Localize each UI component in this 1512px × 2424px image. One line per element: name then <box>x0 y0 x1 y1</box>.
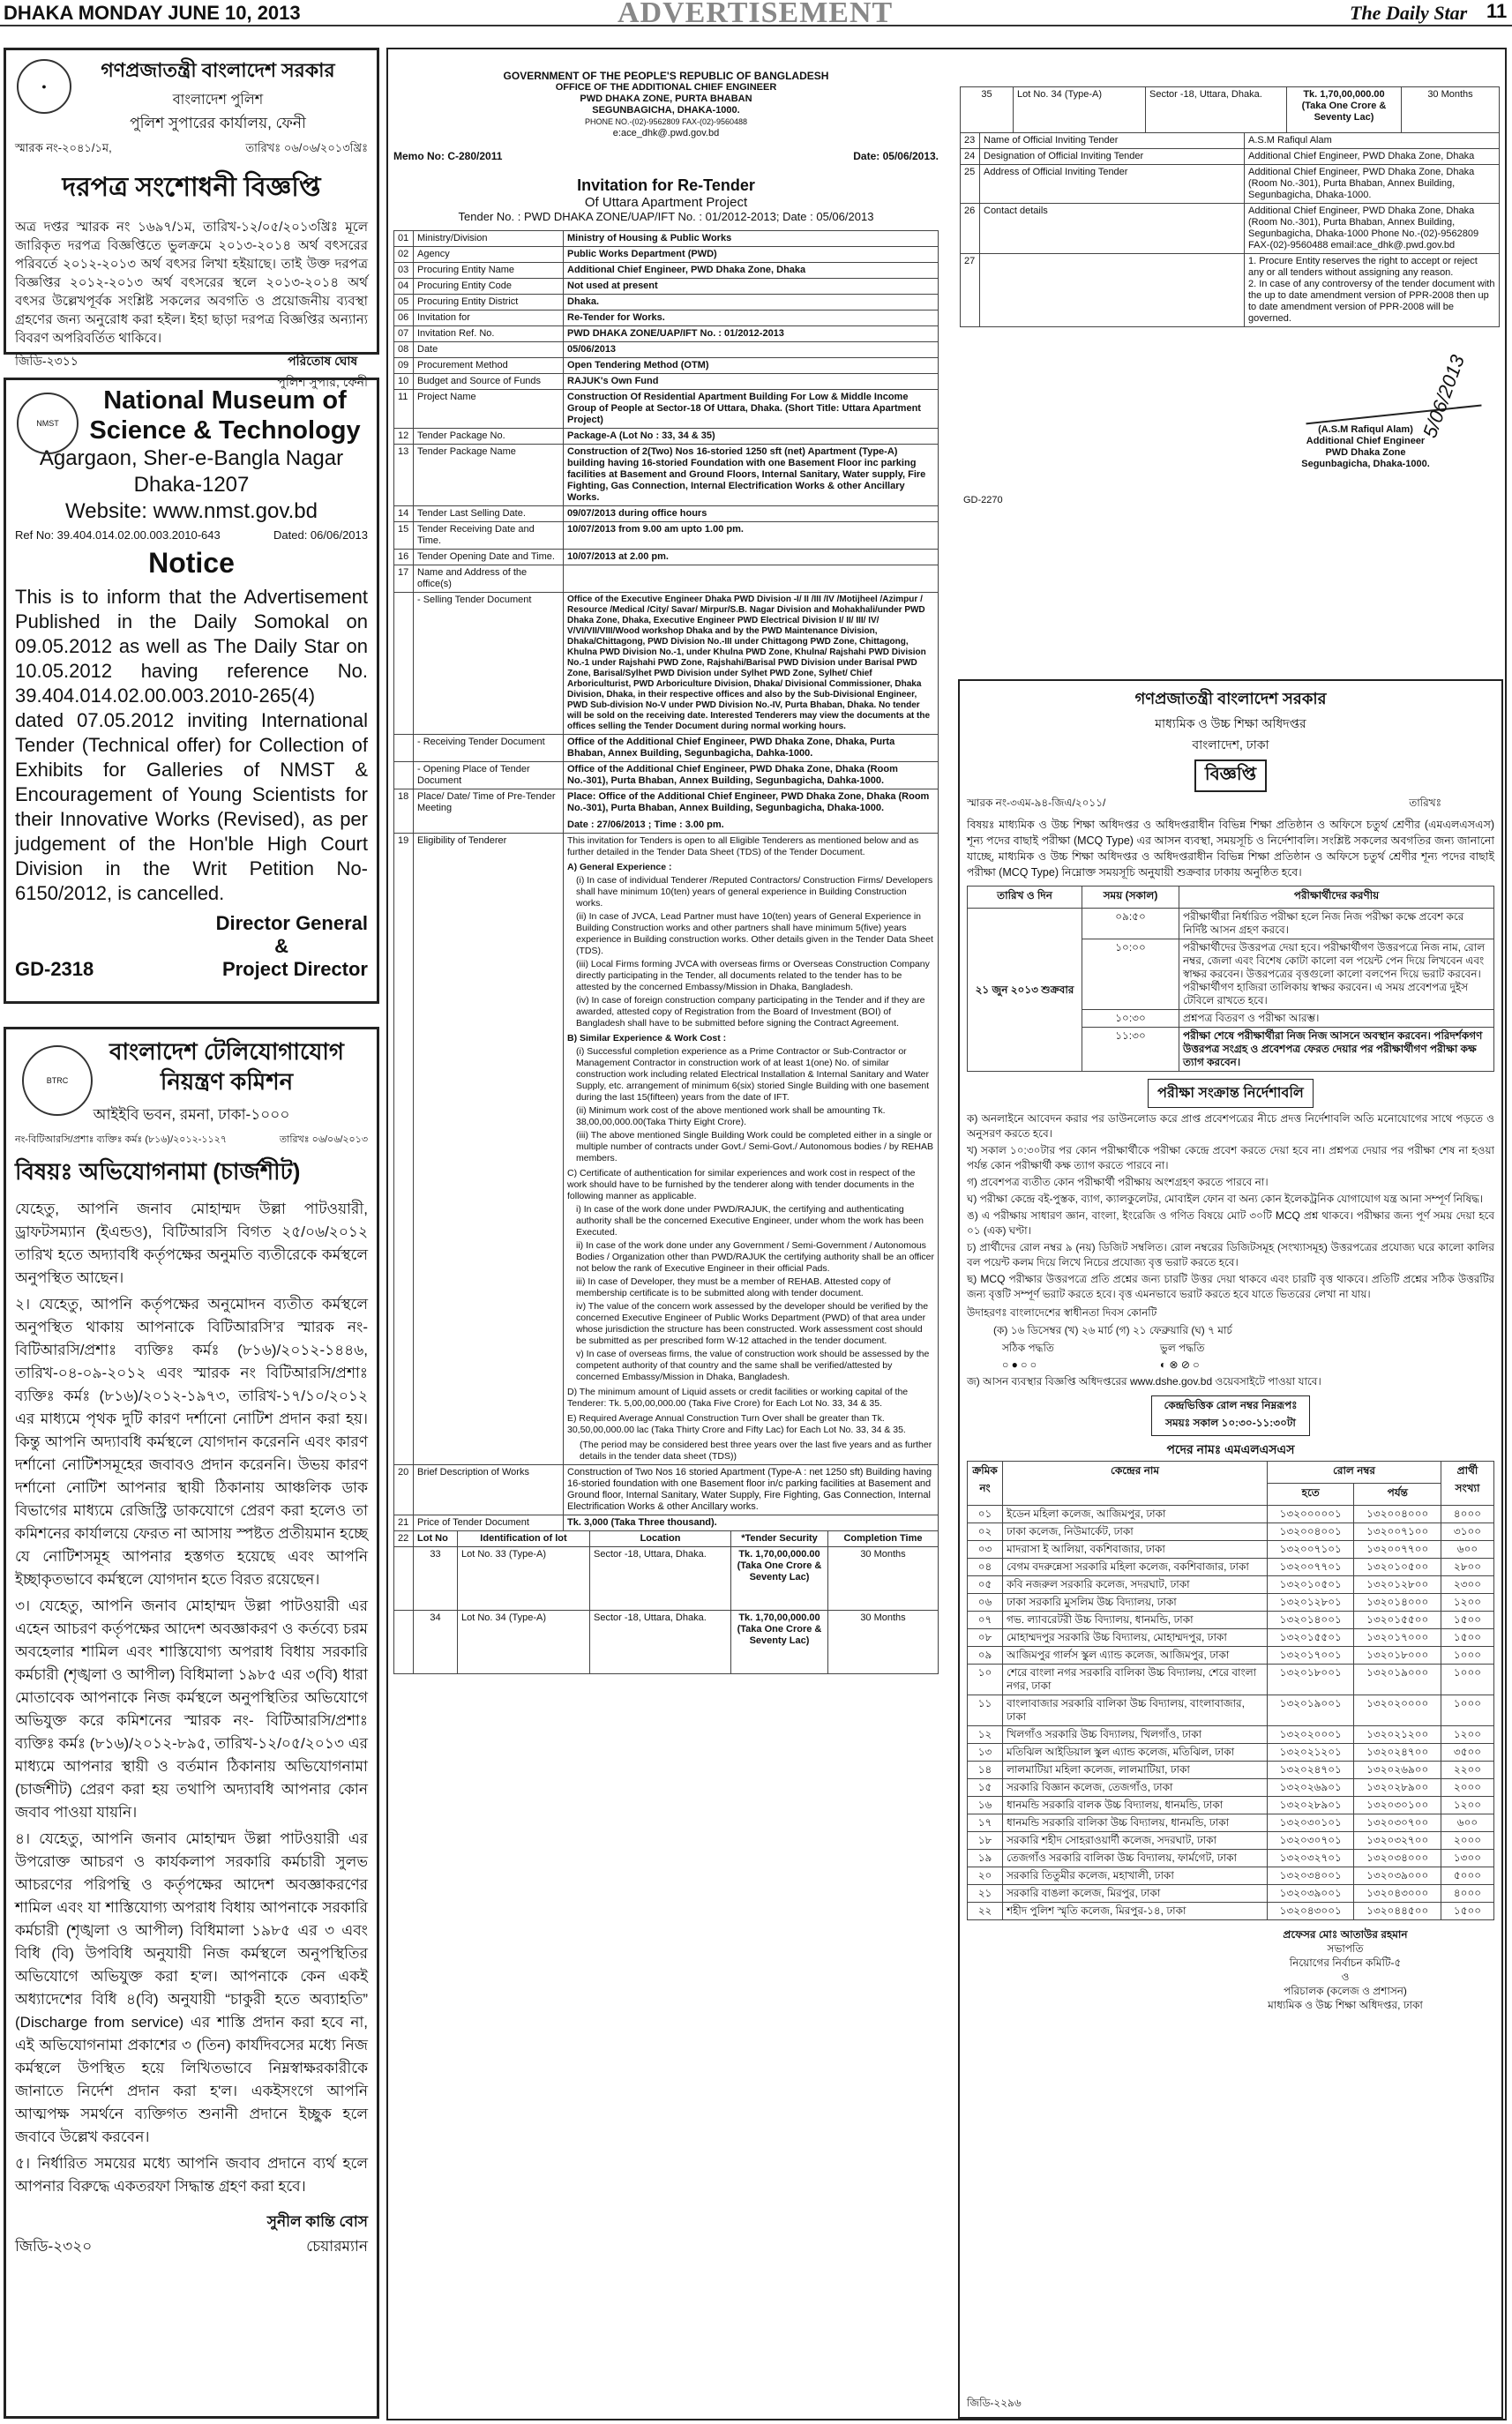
table-row: 26 Contact details Additional Chief Engineer, PWD Dhaka Zone, Dhaka (Room No.-301), Purta Bhaban, Annex Building, Segunbagicha, Dhaka-1000 Phone No.-(02)-9562809 FAX-(02)-9560488 email:ace_dhk@.pwd.gov.bd <box>961 204 1500 254</box>
memo-date: Date: 05/06/2013. <box>853 150 939 162</box>
table-row: 11 Project Name Construction Of Residential Apartment Building For Low & Middle Income Group of People at Sector-18 Of Uttara, Dhaka. (Short Title: Uttara Apartment Project) <box>394 390 939 429</box>
phone-line: PHONE NO.-(02)-9562809 FAX-(02)-9560488 <box>584 117 748 126</box>
gd-code: জিডি-২৩২০ <box>15 2238 93 2255</box>
list-item: ক) অনলাইনে আবেদন করার পর ডাউনলোড করে প্রাপ্ত প্রবেশপত্রের নীচে প্রদত্ত নির্দেশাবলি অতি মনোযোগের সাথে পড়তে ও অনুসরণ করতে হবে। <box>967 1112 1494 1140</box>
table-row: - Opening Place of Tender Document Office of the Additional Chief Engineer, PWD Dhaka Zone, Dhaka (Room No.-301), Purta Bhaban, Annex Building, Segunbagicha, Dahka-1000. <box>394 762 939 789</box>
table-row: 18 Place/ Date/ Time of Pre-Tender Meeting Place: Office of the Additional Chief Engineer, PWD Dhaka Zone, Dhaka (Room No.-301), Purta Bhaban, Annex Building, Segunbagicha, Dhaka-1000. Date : 27/06/2013 ; Time : 3.00 pm. <box>394 789 939 834</box>
sig-director-general: Director General <box>215 912 368 934</box>
table-row: ০৭ গভ. ল্যাবরেটরী উচ্চ বিদ্যালয়, ধানমন্ডি, ঢাকা ১৩২০১৪০০১ ১৩২০১৫৫০০ ১৫০০ <box>968 1612 1494 1629</box>
table-row: ১১ বাংলাবাজার সরকারি বালিকা উচ্চ বিদ্যালয়, বাংলাবাজার, ঢাকা ১৩২০১৯০০১ ১৩২০২০০০০ ১০০০ <box>968 1695 1494 1726</box>
org-name: বাংলাদেশ পুলিশ <box>172 93 264 108</box>
list-item: গ) প্রবেশপত্র ব্যতীত কোন পরীক্ষার্থী পরীক্ষায় অংশগ্রহণ করতে পারবে না। <box>967 1176 1269 1188</box>
org-name-2: নিয়ন্ত্রণ কমিশন <box>160 1068 294 1095</box>
museum-logo-icon: NMST <box>17 393 79 454</box>
table-row: ১৭ ধানমন্ডি সরকারি বালিকা উচ্চ বিদ্যালয়, ধানমন্ডি, ঢাকা ১৩২০৩০১০১ ১৩২০৩০৭০০ ৬০০ <box>968 1814 1494 1832</box>
para-1: যেহেতু, আপনি জনাব মোহাম্মদ উল্লা পাটওয়ারী, ড্রাফটসম্যান (ইএন্ডও), বিটিআরসি বিগত ২৫/০৬/২০১২ তারিখ হতে অদ্যাবধি কর্তৃপক্ষের অনুমতি ব্যতীরেকে কর্মস্থলে অনুপস্থিত আছেন। <box>15 1201 368 1286</box>
signer-role-3: ও <box>1341 1971 1350 1983</box>
signer-name: সুনীল কান্তি বোস <box>266 2213 368 2230</box>
table-row: 05 Procuring Entity District Dhaka. <box>394 295 939 310</box>
gov-line-4: SEGUNBAGICHA, DHAKA-1000. <box>592 105 740 116</box>
schedule-row: ১০:০০ পরীক্ষার্থীদের উত্তরপত্র দেয়া হবে। পরীক্ষার্থীগণ উত্তরপত্রে নিজ নাম, রোল নম্বর, জেলা এবং বিশেষ কোটা কালো বল পয়েন্ট পেন দিয়ে লিখবেন এবং স্বাক্ষর করবেন। উত্তরপত্রের বৃত্তগুলো কালো বলপেন দিয়ে ভরাট করবেন। পরীক্ষার্থীগণ হাজিরা তালিকায় স্বাক্ষর করবেন। এ সময় প্রবেশপত্র দুইস টেবিলে রাখতে হবে। <box>968 939 1494 1010</box>
list-item: ঙ) এ পরীক্ষায় সাধারণ জ্ঞান, বাংলা, ইংরেজি ও গণিত বিষয়ে মোট ৩০টি MCQ প্রশ্ন থাকবে। পরীক্ষার জন্য পূর্ণ সময় দেয়া হবে ০১ (এক) ঘণ্টা। <box>967 1209 1494 1237</box>
table-row: ০৪ বেগম বদরুন্নেসা সরকারি মহিলা কলেজ, বকশিবাজার, ঢাকা ১৩২০০৭৭০১ ১৩২০১০৫০০ ২৮০০ <box>968 1559 1494 1576</box>
list-item: i) In case of the work done under PWD/RAJUK, the certifying and authenticating authority shall be the concerned Executive Engineer, under whom the work has been Executed. <box>576 1204 924 1238</box>
notice-title: Notice <box>148 547 235 579</box>
lot-row: 33 Lot No. 33 (Type-A) Sector -18, Uttara, Dhaka. Tk. 1,70,00,000.00 (Taka One Crore & Seventy Lac) 30 Months <box>394 1547 939 1611</box>
table-row: ০৯ আজিমপুর গার্লস স্কুল এ্যান্ড কলেজ, আজিমপুর, ঢাকা ১৩২০১৭০০১ ১৩২০১৮০০০ ১০০০ <box>968 1647 1494 1665</box>
post-name: পদের নামঃ এমএলএসএস <box>1166 1442 1295 1456</box>
ad-nmst-notice <box>4 378 379 1004</box>
signature-block <box>960 352 1500 530</box>
table-row: ১৯ তেজগাঁও সরকারি বালিকা উচ্চ বিদ্যালয়, ফার্মগেট, ঢাকা ১৩২০৩২৭০১ ১৩২০৩৪০০০ ১৩০০ <box>968 1850 1494 1867</box>
gov-line-2: OFFICE OF THE ADDITIONAL CHIEF ENGINEER <box>555 82 777 93</box>
signer-title: পুলিশ সুপার, ফেনী <box>277 375 368 389</box>
para-4: ৪। যেহেতু, আপনি জনাব মোহাম্মদ উল্লা পাটওয়ারী এর উপরোক্ত আচরণ ও কার্যকলাপ সরকারি কর্মচারী সুলভ আচরণের পরিপন্থি ও কর্তৃপক্ষের আদেশ অবজ্ঞাকরণের শামিল এবং যা শাস্তিযোগ্য অপরাধ বিধায় আপনাকে সরকারি কর্মচারী (শৃঙ্খলা ও আপীল) বিধিমালা ১৯৮৫ এর ৩ এবং বিধি (বি) উপবিধি অনুযায়ী নিজ কর্মস্থলে অনুপস্থিতির অভিযোগে অভিযুক্ত করা হ'ল। আপনাকে কেন একই অধ্যাদেশের বিধি ৪(বি) অনুযায়ী “চাকুরী হতে অব্যাহতি” (Discharge from service) এর শাস্তি প্রদান করা হবে না, এই অভিযোগনামা প্রকাশের ৩ (তিন) কার্যদিবসের মধ্যে নিজ কর্মস্থলে উপস্থিত হয়ে লিখিতভাবে নিম্নস্বাক্ষরকারীকে জানাতে নির্দেশ প্রদান করা হ'ল। একইসংগে আপনি আত্মপক্ষ সমর্থনে ব্যক্তিগত শুনানী প্রদানে ইচ্ছুক হলে জবাবে উল্লেখ করবেন। <box>15 1830 368 2145</box>
lot-row: 34 Lot No. 34 (Type-A) Sector -18, Uttara, Dhaka. Tk. 1,70,00,000.00 (Taka One Crore & Seventy Lac) 30 Months <box>394 1611 939 1674</box>
example-question: উদাহরণঃ বাংলাদেশের স্বাধীনতা দিবস কোনটি <box>967 1306 1157 1319</box>
lot-row: 35 Lot No. 34 (Type-A) Sector -18, Uttara, Dhaka. Tk. 1,70,00,000.00 (Taka One Crore & Seventy Lac) 30 Months <box>961 87 1500 133</box>
example-options: (ক) ১৬ ডিসেম্বর (খ) ২৬ মার্চ (গ) ২১ ফেব্রুয়ারি (ঘ) ৭ মার্চ <box>993 1324 1232 1336</box>
signer-address: Segunbagicha, Dhaka-1000. <box>1301 459 1430 469</box>
list-item: (i) Successful completion experience as a Prime Contractor or Sub-Contractor or Management Contractor in construction work of at least 1(one) No. of similar construction work including related Electrical Installation & Internal Sanitary and Water Supply, etc. arrangement of minimum 6(six) storied Single Building with one basement during the last 15(fifteen) years from the date of IFT. <box>576 1046 930 1103</box>
schedule-row: ১১:৩০ পরীক্ষা শেষে পরীক্ষার্থীরা নিজ নিজ আসনে অবস্থান করবেন। পরিদর্শকগণ উত্তরপত্র সংগ্রহ ও প্রবেশপত্র ফেরত দেয়ার পর পরীক্ষার্থীগণ পরীক্ষা কক্ষ ত্যাগ করবেন। <box>968 1028 1494 1072</box>
instruction-j: জ) আসন ব্যবস্থার বিজ্ঞপ্তি অধিদপ্তরের www.dshe.gov.bd ওয়েবসাইটে পাওয়া যাবে। <box>967 1375 1321 1388</box>
table-row: ০১ ইডেন মহিলা কলেজ, আজিমপুর, ঢাকা ১৩২০০০০০১ ১৩২০০৪০০০ ৪০০০ <box>968 1506 1494 1523</box>
gd-code: জিডি-২৩১১ <box>15 354 79 368</box>
para-2: ২। যেহেতু, আপনি কর্তৃপক্ষের অনুমোদন ব্যতীত কর্মস্থলে অনুপস্থিত থাকায় আপনাকে বিটিআরসি’র স্মারক নং- বিটিআরসি/প্রশাঃ ব্যক্তিঃ কর্মঃ (৮১৬)/২০১২-১৪৪৬, তারিখ-০৪-০৯-২০১২ এবং স্মারক নং বিটিআরসি/প্রশাঃ ব্যক্তিঃ কর্মঃ (৮১৬)/২০১২-১৯৭৩, তারিখ-১৭/১০/২০১২ এর মাধ্যমে পৃথক দুটি কারণ দর্শানো নোটিশ প্রদান করা হয়। কিন্তু আপনি অদ্যাবধি কর্মস্থলে যোগদান করেননি এবং কারণ দর্শানো নোটিশসমূহের জবাবও প্রদান করেননি। উভয় কারণ দর্শানো নোটিশ আপনার স্থায়ী ঠিকানায় আঞ্চলিক ডাক বিভাগের মাধ্যমে রেজিস্ট্রি ডাকযোগে প্রেরণ করা হলেও তা কমিশনের কার্যালয়ে ফেরত না আসায় স্পষ্টত প্রতীয়মান হচ্ছে যে নোটিশসমূহ আপনার হস্তগত হয়েছে এবং আপনি ইচ্ছাকৃতভাবে কর্মস্থলে যোগদান হতে বিরত রয়েছেন। <box>15 1296 368 1588</box>
btrc-logo-icon: BTRC <box>22 1045 93 1116</box>
signer-role-4: পরিচালক (কলেজ ও প্রশাসন) <box>1284 1985 1407 1997</box>
table-row: ০৩ মাদরাসা ই আলিয়া, বকশিবাজার, ঢাকা ১৩২০০৭১০১ ১৩২০০৭৭০০ ৬০০ <box>968 1541 1494 1559</box>
museum-website: Website: www.nmst.gov.bd <box>65 499 318 523</box>
table-row: - Selling Tender Document Office of the Executive Engineer Dhaka PWD Division -I/ II /III /IV /Motijheel /Azimpur / Resource /Medical /City/ Savar/ Mirpur/S.B. Nagar Division and Mohakhali/under PWD Dhaka Zone, Dhaka, Executive Engineer PWD Electrical Division I/ II/ III/ IV/ V/VI/VII/VIII/Wood workshop Dhaka and by the PWD Maintenance Division, Dhaka/Chittagong, PWD Division No.-III under Chittagong PWD Zone, Chittagong, Khulna PWD Division No.-1, under Khulna PWD Zone, Khulna/ Rajshahi PWD Division No.-1 under Rajshahi PWD Zone, Rajshahi/Barisal PWD Division under Barisal PWD Zone, Barisal/Sylhet PWD Division under Sylhet PWD Zone, Sylhet/ Chief Arboriculturist, PWD Arboriculture Division, Dhaka/ Divisional Commissioner, Dhaka Division, Dhaka, in their respective offices and also by the Sub-Divisional Engineer, PWD Sub-division No-V under PWD Division No.-IV, Purta Bhaban, Dhaka. No tender will be sold on the receiving date. Interested Tenderers may view the documents at the offices selling the Tender Document during normal working hours. <box>394 593 939 735</box>
table-row: 15 Tender Receiving Date and Time. 10/07/2013 from 9.00 am upto 1.00 pm. <box>394 522 939 550</box>
signer-role-5: মাধ্যমিক ও উচ্চ শিক্ষা অধিদপ্তর, ঢাকা <box>1268 1999 1423 2011</box>
memo-no: স্মারক নং-৩এম-৯৪-জিএ/২০১১/ <box>967 797 1106 809</box>
sig-project-director: Project Director <box>221 958 368 980</box>
gov-line-1: GOVERNMENT OF THE PEOPLE'S REPUBLIC OF BANGLADESH <box>503 70 829 82</box>
exam-date: ২১ জুন ২০১৩ শুক্রবার <box>968 909 1082 1072</box>
table-row: 10 Budget and Source of Funds RAJUK's Own Fund <box>394 374 939 390</box>
notice-title: দরপত্র সংশোধনী বিজ্ঞপ্তি <box>62 173 321 202</box>
list-item: (iii) The above mentioned Single Building Work could be completed either in a single or multiple number of contracts under Govt./ Semi-Govt./ Autonomous bodies / by REHAB members. <box>576 1130 934 1163</box>
table-row: 04 Procuring Entity Code Not used at present <box>394 279 939 295</box>
list-item: খ) সকাল ১০:৩০টার পর কোন পরীক্ষার্থীকে পরীক্ষা কেন্দ্রে প্রবেশ করতে দেয়া হবে না। প্রশ্নপত্র দেয়ার পর পরীক্ষা শেষ না হওয়া পর্যন্ত কোন পরীক্ষার্থী কক্ষ ত্যাগ করতে পারবে না। <box>967 1144 1494 1171</box>
sig-ampersand: & <box>274 935 288 957</box>
table-row: 14 Tender Last Selling Date. 09/07/2013 during office hours <box>394 506 939 522</box>
list-item: ঘ) পরীক্ষা কেন্দ্রে বই-পুস্তক, ব্যাগ, ক্যালকুলেটর, মোবাইল ফোন বা অন্য কোন ইলেকট্রনিক যোগাযোগ যন্ত্র আনা সম্পূর্ণ নিষিদ্ধ। <box>967 1193 1484 1205</box>
memo-date: তারিখঃ ০৬/০৬/২০১৩ <box>279 1134 368 1145</box>
table-row: ১৮ সরকারি শহীদ সোহরাওয়ার্দী কলেজ, সদরঘাট, ঢাকা ১৩২০৩০৭০১ ১৩২০৩২৭০০ ২০০০ <box>968 1832 1494 1850</box>
table-row: 16 Tender Opening Date and Time. 10/07/2013 at 2.00 pm. <box>394 550 939 565</box>
list-item: ii) In case of the work done under any Government / Semi-Government / Autonomous Bodies / Organization other than PWD/RAJUK the certifying authority shall be an officer not below the rank of Executive Engineer in their official Pads. <box>576 1240 935 1274</box>
table-row: 07 Invitation Ref. No. PWD DHAKA ZONE/UAP/IFT No. : 01/2012-2013 <box>394 326 939 342</box>
center-table: ক্রমিক নং কেন্দ্রের নাম রোল নম্বর প্রার্থী সংখ্যা হতে পর্যন্ত ০১ ইডেন মহিলা কলেজ, আজিমপুর, ঢাকা ১৩২০০০০০১ ১৩২০০৪০০০ ৪০০০ ০২ ঢাকা কলেজ, নিউমার্কেট, ঢাকা ১৩২০০৪০০১ ১৩২০০৭১০০ ৩১০০ ০৩ মাদরাসা ই আলিয়া, বকশিবাজার, ঢাকা ১৩২০০৭১০১ ১৩২০০৭৭০০ ৬০০ ০৪ বেগম বদরুন্নেসা সরকারি মহিলা কলেজ, বকশিবাজার, ঢাকা ১৩২০০৭৭০১ ১৩২০১০৫০০ ২৮০০ ০৫ কবি নজরুল সরকারি কলেজ, সদরঘাট, ঢাকা ১৩২০১০৫০১ ১৩২০১২৮০০ ২৩০০ ০৬ ঢাকা সরকারি মুসলিম উচ্চ বিদ্যালয়, ঢাকা ১৩২০১২৮০১ ১৩২০১৪০০০ ১২০০ ০৭ গভ. ল্যাবরেটরী উচ্চ বিদ্যালয়, ধানমন্ডি, ঢাকা ১৩২০১৪০০১ ১৩২০১৫৫০০ ১৫০০ ০৮ মোহাম্মদপুর সরকারি উচ্চ বিদ্যালয়, মোহাম্মদপুর, ঢাকা ১৩২০১৫৫০১ ১৩২০১৭০০০ ১৫০০ ০৯ আজিমপুর গার্লস স্কুল এ্যান্ড কলেজ, আজিমপুর, ঢাকা ১৩২০১৭০০১ ১৩২০১৮০০০ ১০০০ ১০ শেরে বাংলা নগর সরকারি বালিকা উচ্চ বিদ্যালয়, শেরে বাংলা নগর, ঢাকা ১৩২০১৮০০১ ১৩২০১৯০০০ ১০০০ ১১ বাংলাবাজার সরকারি বালিকা উচ্চ বিদ্যালয়, বাংলাবাজার, ঢাকা ১৩২০১৯০০১ ১৩২০২০০০০ ১০০০ ১২ খিলগাঁও সরকারি উচ্চ বিদ্যালয়, খিলগাঁও, ঢাকা ১৩২০২০০০১ ১৩২০২১২০০ ১২০০ ১৩ মতিঝিল আইডিয়াল স্কুল এ্যান্ড কলেজ, মতিঝিল, ঢাকা ১৩২০২১২০১ ১৩২০২৪৭০০ ৩৫০০ ১৪ লালমাটিয়া মহিলা কলেজ, লালমাটিয়া, ঢাকা ১৩২০২৪৭০১ ১৩২০২৬৯০০ ২২০০ ১৫ সরকারি বিজ্ঞান কলেজ, তেজগাঁও, ঢাকা ১৩২০২৬৯০১ ১৩২০২৮৯০০ ২০০০ ১৬ ধানমন্ডি সরকারি বালক উচ্চ বিদ্যালয়, ধানমন্ডি, ঢাকা ১৩২০২৮৯০১ ১৩২০৩০১০০ ১২০০ ১৭ ধানমন্ডি সরকারি বালিকা উচ্চ বিদ্যালয়, ধানমন্ডি, ঢাকা ১৩২০৩০১০১ ১৩২০৩০৭০০ ৬০০ ১৮ সরকারি শহীদ সোহরাওয়ার্দী কলেজ, সদরঘাট, ঢাকা ১৩২০৩০৭০১ ১৩২০৩২৭০০ ২০০০ ১৯ তেজগাঁও সরকারি বালিকা উচ্চ বিদ্যালয়, ফার্মগেট, ঢাকা ১৩২০৩২৭০১ ১৩২০৩৪০০০ ১৩০০ ২০ সরকারি তিতুমীর কলেজ, মহাখালী, ঢাকা ১৩২০৩৪০০১ ১৩২০৩৯০০০ ৫০০০ ২১ সরকারি বাঙলা কলেজ, মিরপুর, ঢাকা ১৩২০৩৯০০১ ১৩২০৪৩০০০ ৪০০০ ২২ শহীদ পুলিশ স্মৃতি কলেজ, মিরপুর-১৪, ঢাকা ১৩২০৪৩০০১ ১৩২০৪৪৫০০ ১৫০০ <box>967 1461 1494 1920</box>
wrong-bubbles: ◐ ⊗ ⊘ ○ <box>1159 1358 1200 1371</box>
ad-btrc-chargesheet <box>4 1027 379 2419</box>
memo-no: স্মারক নং-২০৪১/১ম, <box>15 141 112 154</box>
ref-no: Ref No: 39.404.014.02.00.003.2010-643 <box>15 528 221 542</box>
email-line: e:ace_dhk@.pwd.gov.bd <box>612 128 720 138</box>
table-row: ০২ ঢাকা কলেজ, নিউমার্কেট, ঢাকা ১৩২০০৪০০১ ১৩২০০৭১০০ ৩১০০ <box>968 1523 1494 1541</box>
signature-date: 5/06/2013 <box>1418 352 1469 441</box>
table-row: ১৫ সরকারি বিজ্ঞান কলেজ, তেজগাঁও, ঢাকা ১৩২০২৬৯০১ ১৩২০২৮৯০০ ২০০০ <box>968 1779 1494 1797</box>
signer-name: পরিতোষ ঘোষ <box>288 354 358 368</box>
table-row: 12 Tender Package No. Package-A (Lot No : 33, 34 & 35) <box>394 429 939 445</box>
memo-date: তারিখঃ <box>1409 797 1441 809</box>
table-row: ১৩ মতিঝিল আইডিয়াল স্কুল এ্যান্ড কলেজ, মতিঝিল, ঢাকা ১৩২০২১২০১ ১৩২০২৪৭০০ ৩৫০০ <box>968 1744 1494 1762</box>
table-row: 25 Address of Official Inviting Tender Additional Chief Engineer, PWD Dhaka Zone, Dhaka (Room No.-301), Purta Bhaban, Annex Building, Segunbagicha, Dhaka-1000. <box>961 165 1500 204</box>
tender-table <box>393 230 939 1531</box>
museum-addr1: Agargaon, Sher-e-Bangla Nagar <box>39 446 344 470</box>
table-row: 20 Brief Description of Works Construction of Two Nos 16 storied Apartment (Type-A : net 1250 sft) Building having 16-storied foundation with one Basement floor in/c parking facilities at Basement and Ground floor, Internal Sanitary, Water Supply, Fire Fighting, Gas Connection, Internal Electrification Works & other Ancillary works. <box>394 1465 939 1515</box>
pwd-tender-left <box>388 71 944 2417</box>
gov-title: গণপ্রজাতন্ত্রী বাংলাদেশ সরকার <box>101 59 335 81</box>
signer-role-2: নিয়োগের নির্বাচন কমিটি-৫ <box>1289 1956 1402 1969</box>
ad-dshe-notice <box>958 679 1503 2419</box>
list-item: (ii) Minimum work cost of the above mentioned work shall be amounting Tk. 38,00,00,000.00(Taka Thirty Eight Crore). <box>576 1105 886 1127</box>
signer-name: প্রফেসর মোঃ আতাউর রহমান <box>1283 1928 1408 1941</box>
list-item: (iv) In case of foreign construction company participating in the Tender and if they are awarded, attested copy of Registration from the Board of Investment (BOI) of Bangladesh shall have to be submitted before signing the Contract Agreement. <box>576 995 925 1029</box>
org-name-1: বাংলাদেশ টেলিযোগাযোগ <box>109 1038 344 1065</box>
signer-role-1: সভাপতি <box>1327 1942 1364 1955</box>
list-item: (i) In case of individual Tenderer /Reputed Contractors/ Construction Firms/ Developers shall have minimum 10(ten) years of general experience in Building Construction works. <box>576 875 933 909</box>
ref-date: Dated: 06/06/2013 <box>273 528 368 542</box>
table-row: ০৫ কবি নজরুল সরকারি কলেজ, সদরঘাট, ঢাকা ১৩২০১০৫০১ ১৩২০১২৮০০ ২৩০০ <box>968 1576 1494 1594</box>
table-row: 01 Ministry/Division Ministry of Housing & Public Works <box>394 231 939 247</box>
para-5: ৫। নির্ধারিত সময়ের মধ্যে আপনি জবাব প্রদানে ব্যর্থ হলে আপনার বিরুদ্ধে একতরফা সিদ্ধান্ত গ্রহণ করা হবে। <box>15 2155 368 2195</box>
instructions-title: পরীক্ষা সংক্রান্ত নির্দেশাবলি <box>1148 1079 1314 1108</box>
list-item: (ii) In case of JVCA, Lead Partner must have 10(ten) years of General Experience in Building Construction works and other partners shall have minimum 5(five) years experience in Building construction works. Other details given in the Tender Data Sheet (TDS). <box>576 911 933 956</box>
table-row: 21 Price of Tender Document Tk. 3,000 (Taka Three thousand). <box>394 1515 939 1531</box>
table-row: ১২ খিলগাঁও সরকারি উচ্চ বিদ্যালয়, খিলগাঁও, ঢাকা ১৩২০২০০০১ ১৩২০২১২০০ ১২০০ <box>968 1726 1494 1744</box>
table-row: 24 Designation of Official Inviting Tender Additional Chief Engineer, PWD Dhaka Zone, Dhaka <box>961 149 1500 165</box>
gov-title: গণপ্রজাতন্ত্রী বাংলাদেশ সরকার <box>1134 690 1327 707</box>
dateline: DHAKA MONDAY JUNE 10, 2013 <box>4 2 301 24</box>
section-title: ADVERTISEMENT <box>618 0 894 29</box>
gd-code: GD-2318 <box>15 958 94 980</box>
table-row: 13 Tender Package Name Construction of 2(Two) Nos 16-storied 1250 sft (net) Apartment (Type-A) building having 16-storied Foundation with one Basement Floor inc parking facilities at Basement and Ground Floors, Internal Sanitary, Water supply, Fire Fighting, Gas Connection, Internal Electrification Works & other Ancillary Works. <box>394 445 939 506</box>
office-name: পুলিশ সুপারের কার্যালয়, ফেনী <box>130 115 306 131</box>
list-item: চ) প্রার্থীদের রোল নম্বর ৯ (নয়) ডিজিট সম্বলিত। রোল নম্বরের ডিজিটসমূহ (সংখ্যাসমূহ) উত্তরপত্রের প্রযোজ্য ঘরে কালো কালির বল পয়েন্ট কলম দিয়ে লিখে নিচের প্রযোজ্য বৃত্ত ভরাট করতে হবে। <box>967 1241 1494 1268</box>
notice-title: বিজ্ঞপ্তি <box>1194 759 1267 792</box>
page-header <box>0 0 1512 29</box>
table-row: ২১ সরকারি বাঙলা কলেজ, মিরপুর, ঢাকা ১৩২০৩৯০০১ ১৩২০৪৩০০০ ৪০০০ <box>968 1885 1494 1903</box>
table-row: 03 Procuring Entity Name Additional Chief Engineer, PWD Dhaka Zone, Dhaka <box>394 263 939 279</box>
table-row: ০৮ মোহাম্মদপুর সরকারি উচ্চ বিদ্যালয়, মোহাম্মদপুর, ঢাকা ১৩২০১৫৫০১ ১৩২০১৭০০০ ১৫০০ <box>968 1629 1494 1647</box>
table-row: 19 Eligibility of Tenderer This invitation for Tenders is open to all Eligible Tenderers as mentioned below and as further detailed in the Tender Data Sheet (TDS) of the Tender Document. A) General Experience : (i) In case of individual Tenderer /Reputed Contractors/ Construction Firms/ Developers shall have minimum 10(ten) years of general experience in Building Construction works. (ii) In case of JVCA, Lead Partner must have 10(ten) years of General Experience in Building Construction works and other partners shall have minimum 5(five) years experience in Building construction works. Other details given in the Tender Data Sheet (TDS). (iii) Local Firms forming JVCA with overseas firms or Overseas Construction Company directly participating in the Tender, all documents related to the tender has to be attested by the concerned Embassy/Mission in Dhaka, Bangladesh. (iv) In case of foreign construction company participating in the Tender and if they are awarded, attested copy of Registration from the Board of Investment (BOI) of Bangladesh shall have to be submitted before signing the Contract Agreement. B) Similar Experience & Work Cost : (i) Successful completion experience as a Prime Contractor or Sub-Contractor or Management Contractor in construction work of at least 1(one) No. of similar construction work including related Electrical Installation & Internal Sanitary and Water Supply, etc. arrangement of minimum 6(six) storied Single Building with one basement during the last 15(fifteen) years from the date of IFT. (ii) Minimum work cost of the above mentioned work shall be amounting Tk. 38,00,00,000.00(Taka Thirty Eight Crore). (iii) The above mentioned Single Building Work could be completed either in a single or multiple number of contracts under Govt./ Semi-Govt./ Autonomous bodies / by REHAB members. C) Certificate of authentication for similar experiences and work cost in respect of the work should have to be furnished by the tenderer along with tender documents in the following manner as applicable. i) In case of the work done under PWD/RAJUK, the certifying and authenticating authority shall be the concerned Executive Engineer, under whom the work has been Executed. ii) In case of the work done under any Government / Semi-Government / Autonomous Bodies / Organization other than PWD/RAJUK the certifying authority shall be an officer not below the rank of Executive Engineer in their official Pads. iii) In case of Developer, they must be a member of REHAB. Attested copy of membership certificate is to be submitted along with tender document. iv) The value of the concern work assessed by the developer should be verified by the concerned Executive Engineer of Public Works Department (PWD) of that area under whose jurisdiction the structure has been constructed. Work assessment cost should be submitted as per prescribed form W-12 attached in the tender document. v) In case of overseas firms, the value of construction work should be assessed by the competent authority of that country and the same shall be verified/attested by concerned Embassy/Mission in Dhaka, Bangladesh. D) The minimum amount of Liquid assets or credit facilities or working capital of the Tenderer: Tk. 5,00,00,000.00 (Taka Five Crore) for Each Lot No. 33, 34 & 35. E) Required Average Annual Construction Turn Over shall be greater than Tk. 30,50,00,000.00 lac (Taka Thirty Crore and Fifty Lac) for Each Lot No. 33, 34 & 35. (The period may be considered best three years over the last five years and as further details in the tender data sheet (TDS)) <box>394 834 939 1465</box>
list-item: iv) The value of the concern work assessed by the developer should be verified by the concerned Executive Engineer of Public Works Department (PWD) of that area under whose jurisdiction the structure has been constructed. Work assessment cost should be submitted as per prescribed form W-12 attached in the tender document. <box>576 1301 929 1346</box>
subject-title: বিষয়ঃ অভিযোগনামা (চার্জশীট) <box>15 1158 301 1185</box>
list-item: iii) In case of Developer, they must be a member of REHAB. Attested copy of membership certificate is to be submitted along with tender document. <box>576 1276 891 1298</box>
table-row: ১৪ লালমাটিয়া মহিলা কলেজ, লালমাটিয়া, ঢাকা ১৩২০২৪৭০১ ১৩২০২৬৯০০ ২২০০ <box>968 1762 1494 1779</box>
memo-no: নং-বিটিআরসি/প্রশাঃ ব্যক্তিঃ কর্মঃ (৮১৬)/২০১২-১১২৭ <box>15 1134 227 1145</box>
museum-name: National Museum of Science & Technology <box>89 386 361 445</box>
dept-name: মাধ্যমিক ও উচ্চ শিক্ষা অধিদপ্তর <box>1155 716 1306 730</box>
table-row: 06 Invitation for Re-Tender for Works. <box>394 310 939 326</box>
signer-title: Additional Chief Engineer <box>1306 436 1426 446</box>
pwd-tender-right <box>956 86 1503 530</box>
notice-body: This is to inform that the Advertisement Published in the Daily Somokal on 09.05.2012 as well as The Daily Star on 10.05.2012 having reference No. 39.404.014.02.00.003.2010-265(4) dated 07.05.2012 inviting International Tender (Technical offer) for Collection of Exhibits for Galleries of NMST & Encouragement of Young Scientists for their Innovative Works (Revised), as per judgement of the Hon'ble High Court Division in the Writ Petition No-6150/2012, is cancelled. <box>15 586 368 904</box>
center-roll-box: কেন্দ্রভিত্তিক রোল নম্বর নিম্নরূপঃ সময়ঃ সকাল ১০:৩০-১১:৩০টা <box>1151 1395 1310 1436</box>
table-row: ১০ শেরে বাংলা নগর সরকারি বালিকা উচ্চ বিদ্যালয়, শেরে বাংলা নগর, ঢাকা ১৩২০১৮০০১ ১৩২০১৯০০০ ১০০০ <box>968 1665 1494 1695</box>
signer-title: চেয়ারম্যান <box>306 2238 368 2255</box>
correct-bubbles: ○ ● ○ ○ <box>1002 1358 1037 1371</box>
museum-addr2: Dhaka-1207 <box>133 473 250 497</box>
memo-date: তারিখঃ ০৬/০৬/২০১৩খ্রিঃ <box>245 141 368 154</box>
table-row: ২২ শহীদ পুলিশ স্মৃতি কলেজ, মিরপুর-১৪, ঢাকা ১৩২০৪৩০০১ ১৩২০৪৪৫০০ ১৫০০ <box>968 1903 1494 1920</box>
table-row: 17 Name and Address of the office(s) <box>394 565 939 593</box>
official-table <box>960 132 1500 327</box>
tender-title: Invitation for Re-Tender <box>577 176 755 194</box>
table-row: - Receiving Tender Document Office of the Additional Chief Engineer, PWD Dhaka Zone, Dhaka, Purta Bhaban, Annex Building, Segunbagicha, Dahka-1000. <box>394 735 939 762</box>
table-row: ০৬ ঢাকা সরকারি মুসলিম উচ্চ বিদ্যালয়, ঢাকা ১৩২০১২৮০১ ১৩২০১৪০০০ ১২০০ <box>968 1594 1494 1612</box>
table-row: 09 Procurement Method Open Tendering Method (OTM) <box>394 358 939 374</box>
para-3: ৩। যেহেতু, আপনি জনাব মোহাম্মদ উল্লা পাটওয়ারী এর এহেন আচরণ কর্তৃপক্ষের আদেশ অবজ্ঞাকরণ ও কর্তব্যে চরম অবহেলার শামিল এবং শাস্তিযোগ্য অপরাধ বিধায় সরকারি কর্মচারী (শৃঙ্খলা ও আপীল) বিধিমালা ১৯৮৫ এর ৩(বি) ধারা মোতাবেক আপনাকে নিজ কর্মস্থলে অনুপস্থিতির অভিযোগে অভিযুক্ত করে কমিশনের স্মারক নং- বিটিআরসি/প্রশাঃ ব্যক্তিঃ কর্মঃ (৮১৬)/২০১২-৮৯৫, তারিখ-১২/০৫/২০১৩ এর মাধ্যমে আপনার স্থায়ী ও বর্তমান ঠিকানায় অভিযোগনামা (চার্জশীট) প্রেরণ করা হয় তথাপি অদ্যাবধি আপনার কোন জবাব পাওয়া যায়নি। <box>15 1597 369 1821</box>
govt-seal-icon: ● <box>17 59 71 114</box>
memo-no: Memo No: C-280/2011 <box>393 150 503 162</box>
org-address: আইইবি ভবন, রমনা, ঢাকা-১০০০ <box>93 1106 290 1123</box>
tender-subtitle: Of Uttara Apartment Project <box>584 195 748 210</box>
table-row: 27 1. Procure Entity reserves the right to accept or reject any or all tenders without assigning any reason. 2. In case of any controversy of the tender document with the up to date amendment version of PPR-2008 then up to date amendment version of PPR-2008 will be governed. <box>961 254 1500 327</box>
table-row: 02 Agency Public Works Department (PWD) <box>394 247 939 263</box>
table-row: ১৬ ধানমন্ডি সরকারি বালক উচ্চ বিদ্যালয়, ধানমন্ডি, ঢাকা ১৩২০২৮৯০১ ১৩২০৩০১০০ ১২০০ <box>968 1797 1494 1814</box>
gd-code: GD-2270 <box>963 495 1003 505</box>
list-item: (iii) Local Firms forming JVCA with overseas firms or Overseas Construction Company directly participating in the Tender, all documents related to the tender has to be attested by the concerned Embassy/Mission in Dhaka, Bangladesh. <box>576 959 930 992</box>
lots-header-row: 22 Lot No Identification of lot Location *Tender Security Completion Time <box>394 1531 939 1547</box>
gov-line-3: PWD DHAKA ZONE, PURTA BHABAN <box>580 94 752 104</box>
signer-name: (A.S.M Rafiqul Alam) <box>1318 424 1413 435</box>
lots-table <box>393 1530 939 1674</box>
signer-zone: PWD Dhaka Zone <box>1325 447 1406 458</box>
page-number: 11 <box>1486 0 1508 22</box>
tender-ref: Tender No. : PWD DHAKA ZONE/UAP/IFT No. : 01/2012-2013; Date : 05/06/2013 <box>458 210 874 223</box>
notice-body: অত্র দপ্তর স্মারক নং ১৬৯৭/১ম, তারিখ-১২/০৫/২০১৩খ্রিঃ মূলে জারিকৃত দরপত্র বিজ্ঞপ্তিতে ভুলক্রমে ২০১৩-২০১৪ অর্থ বৎসরের পরিবর্তে ২০১২-২০১৩ অর্থ বৎসর লিখা হইয়াছে। তাই উক্ত দরপত্র বিজ্ঞপ্তির ২০১২-২০১৩ অর্থ বৎসরের স্থলে ২০১৩-২০১৪ অর্থ বৎসর উল্লেখপূর্বক সংশ্লিষ্ট সকলের অবগতি ও প্রয়োজনীয় ব্যবস্থা গ্রহণের জন্য অনুরোধ করা হইল। ইহা ছাড়া দরপত্র বিজ্ঞপ্তির অন্যান্য বিবরণ অপরিবর্তিত থাকিবে। <box>15 220 368 346</box>
gd-code: জিডি-২২৯৬ <box>967 2397 1022 2409</box>
schedule-row: ২১ জুন ২০১৩ শুক্রবার ০৯:৫০ পরীক্ষার্থীরা নির্ধারিত পরীক্ষা হলে নিজ নিজ পরীক্ষা কক্ষে প্রবেশ করে নির্দিষ্ট আসন গ্রহণ করবে। <box>968 909 1494 939</box>
lots-table-cont <box>960 86 1500 133</box>
wrong-method-label: ভুল পদ্ধতি <box>1159 1342 1205 1354</box>
newspaper-logo: The Daily Star <box>1350 2 1468 24</box>
table-row: 23 Name of Official Inviting Tender A.S.M Rafiqul Alam <box>961 133 1500 149</box>
correct-method-label: সঠিক পদ্ধতি <box>1002 1342 1054 1354</box>
notice-body: বিষয়ঃ মাধ্যমিক ও উচ্চ শিক্ষা অধিদপ্তর ও অধিদপ্তরাধীন বিভিন্ন শিক্ষা প্রতিষ্ঠান ও অফিসে চতুর্থ শ্রেণীর (এমএলএসএস) শূন্য পদের বাছাই পরীক্ষা (MCQ Type) এর আসন ব্যবস্থা, সময়সূচি ও নির্দেশাবলি। সংশ্লিষ্ট সকলের অবগতির জন্য জানানো যাচ্ছে, মাধ্যমিক ও উচ্চ শিক্ষা অধিদপ্তর ও অধিদপ্তরাধীন বিভিন্ন শিক্ষা প্রতিষ্ঠান ও অফিসে চতুর্থ শ্রেণীর শূন্য পদের বাছাই পরীক্ষা (MCQ Type) নিম্নোক্ত সময়সূচি অনুযায়ী শুক্রবার ঢাকায় অনুষ্ঠিত হবে। <box>967 819 1494 879</box>
table-row: 08 Date 05/06/2013 <box>394 342 939 358</box>
list-item: v) In case of overseas firms, the value of construction work should be assessed by the competent authority of that country and the same shall be verified/attested by concerned Embassy/Mission in Dhaka, Bangladesh. <box>576 1349 930 1382</box>
schedule-table: তারিখ ও দিন সময় (সকাল) পরীক্ষার্থীদের করণীয় ২১ জুন ২০১৩ শুক্রবার ০৯:৫০ পরীক্ষার্থীরা নির্ধারিত পরীক্ষা হলে নিজ নিজ পরীক্ষা কক্ষে প্রবেশ করে নির্দিষ্ট আসন গ্রহণ করবে। ১০:০০ পরীক্ষার্থীদের উত্তরপত্র দেয়া হবে। পরীক্ষার্থীগণ উত্তরপত্রে নিজ নাম, রোল নম্বর, জেলা এবং বিশেষ কোটা কালো বল পয়েন্ট পেন দিয়ে লিখবেন এবং স্বাক্ষর করবেন। উত্তরপত্রের বৃত্তগুলো কালো বলপেন দিয়ে ভরাট করবেন। পরীক্ষার্থীগণ হাজিরা তালিকায় স্বাক্ষর করবেন। এ সময় প্রবেশপত্র দুইস টেবিলে রাখতে হবে। ১০:৩০ প্রশ্নপত্র বিতরণ ও পরীক্ষা আরম্ভ। ১১:৩০ পরীক্ষা শেষে পরীক্ষার্থীরা নিজ নিজ আসনে অবস্থান করবেন। পরিদর্শকগণ উত্তরপত্র সংগ্রহ ও প্রবেশপত্র ফেরত দেয়ার পর পরীক্ষার্থীগণ পরীক্ষা কক্ষ ত্যাগ করবেন। <box>967 886 1494 1072</box>
dept-location: বাংলাদেশ, ঢাকা <box>1192 737 1269 752</box>
schedule-row: ১০:৩০ প্রশ্নপত্র বিতরণ ও পরীক্ষা আরম্ভ। <box>968 1010 1494 1028</box>
ad-police-feni <box>4 48 379 389</box>
table-row: ২০ সরকারি তিতুমীর কলেজ, মহাখালী, ঢাকা ১৩২০৩৪০০১ ১৩২০৩৯০০০ ৫০০০ <box>968 1867 1494 1885</box>
list-item: ছ) MCQ পরীক্ষার উত্তরপত্রে প্রতি প্রশ্নের জন্য চারটি উত্তর দেয়া থাকবে এবং চারটি বৃত্ত থাকবে। প্রতিটি প্রশ্নের সঠিক উত্তরটির জন্য বৃত্তটি সম্পূর্ণ ভরাট করতে হবে। বৃত্ত এমনভাবে ভরাট করতে হবে যাতে ভিতরের লেখা না যায়। <box>967 1273 1494 1300</box>
